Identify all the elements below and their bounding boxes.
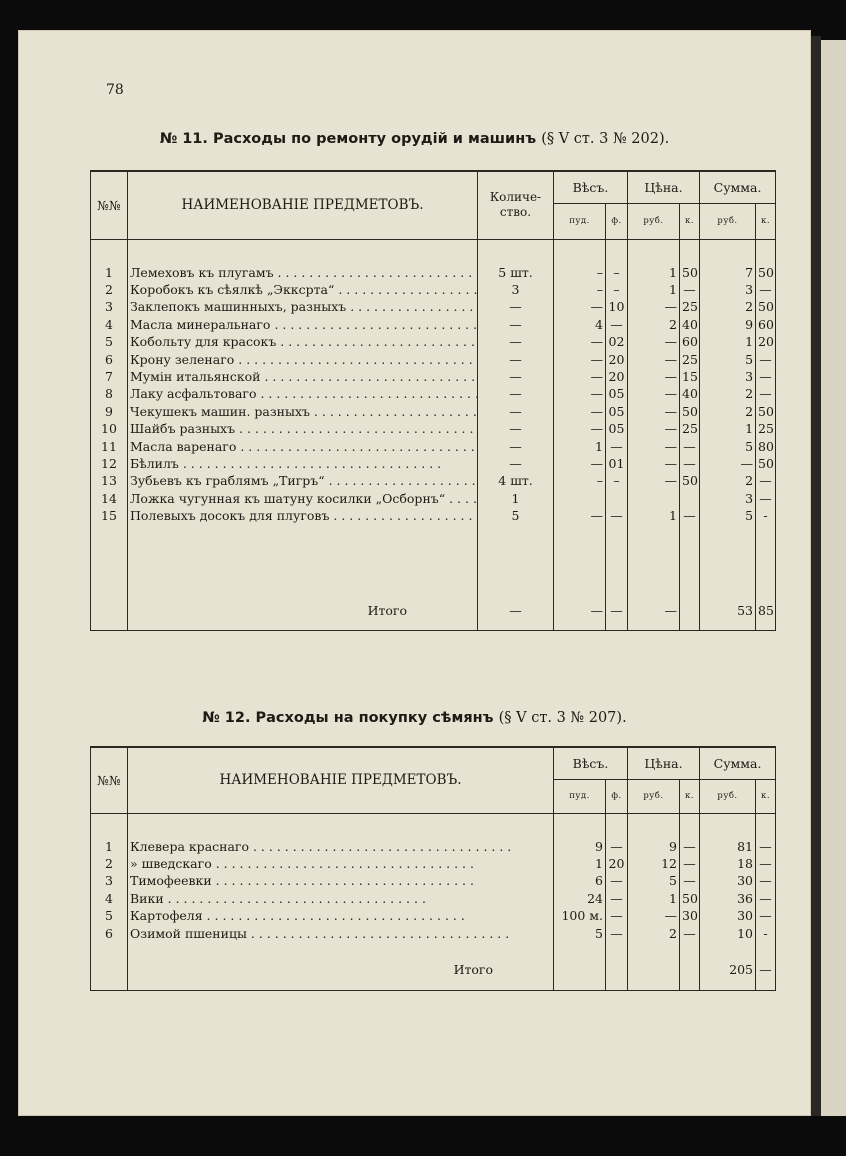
header-sum-k: к. <box>756 779 776 813</box>
weight-pud: — <box>554 455 606 472</box>
item-name: Тимофеевки . . . <box>128 872 554 889</box>
item-quantity: — <box>478 368 554 385</box>
price-k: 50 <box>680 264 700 281</box>
table-row <box>91 924 776 941</box>
sum-rub: 30 <box>700 872 756 889</box>
row-number: 14 <box>91 490 128 507</box>
adjacent-page-edge <box>821 40 846 1116</box>
price-k: — <box>680 838 700 855</box>
table-row <box>91 350 776 367</box>
price-k: — <box>680 924 700 941</box>
item-name: Шайбъ разныхъ . . . <box>128 420 478 437</box>
header-pud: пуд. <box>554 203 606 239</box>
row-number: 1 <box>91 838 128 855</box>
header-sum-rub: руб. <box>700 779 756 813</box>
price-k: 40 <box>680 385 700 402</box>
sum-rub: 81 <box>700 838 756 855</box>
item-quantity: — <box>478 403 554 420</box>
table-row <box>91 437 776 454</box>
price-rub: — <box>628 437 680 454</box>
price-rub: — <box>628 385 680 402</box>
weight-pud: – <box>554 472 606 489</box>
item-name: Картофеля . . . <box>128 907 554 924</box>
price-k: — <box>680 872 700 889</box>
sum-k: 50 <box>756 403 776 420</box>
sum-rub: 18 <box>700 855 756 872</box>
item-name: Вики . . . <box>128 890 554 907</box>
item-quantity: — <box>478 298 554 315</box>
sum-k: — <box>756 368 776 385</box>
sum-rub: 30 <box>700 907 756 924</box>
row-number: 3 <box>91 872 128 889</box>
header-name: НАИМЕНОВАНІЕ ПРЕДМЕТОВЪ. <box>128 747 554 813</box>
row-number: 6 <box>91 924 128 941</box>
sum-rub: 1 <box>700 420 756 437</box>
table-row <box>91 385 776 402</box>
sum-k: - <box>756 507 776 524</box>
price-rub <box>628 490 680 507</box>
table-row <box>91 333 776 350</box>
sum-rub: 10 <box>700 924 756 941</box>
item-name: Ложка чугунная къ шатуну косилки „Осборнъ“ . . . <box>128 490 478 507</box>
sum-k: 25 <box>756 420 776 437</box>
header-price: Цѣна. <box>628 747 700 779</box>
weight-pud: 9 <box>554 838 606 855</box>
table-row <box>91 298 776 315</box>
weight-f: — <box>606 507 628 524</box>
row-number: 5 <box>91 333 128 350</box>
row-number: 1 <box>91 264 128 281</box>
item-quantity: 3 <box>478 281 554 298</box>
price-k: — <box>680 507 700 524</box>
sum-rub: 5 <box>700 350 756 367</box>
price-rub: 9 <box>628 838 680 855</box>
sum-k: — <box>756 838 776 855</box>
sum-rub: 2 <box>700 385 756 402</box>
price-rub: — <box>628 420 680 437</box>
table-row <box>91 890 776 907</box>
table-row <box>91 507 776 524</box>
item-name: Кобольту для красокъ . . . <box>128 333 478 350</box>
total-sum-k: — <box>756 950 776 991</box>
weight-pud: — <box>554 333 606 350</box>
total-sum-k: 85 <box>756 590 776 631</box>
price-k: 15 <box>680 368 700 385</box>
price-rub: — <box>628 472 680 489</box>
price-k: 25 <box>680 350 700 367</box>
weight-f: — <box>606 437 628 454</box>
item-name: Мумін итальянской . . . <box>128 368 478 385</box>
sum-rub: 3 <box>700 490 756 507</box>
weight-pud: – <box>554 264 606 281</box>
weight-pud: – <box>554 281 606 298</box>
book-spine <box>811 36 821 1116</box>
header-num: №№ <box>91 747 128 813</box>
price-k: 50 <box>680 403 700 420</box>
sum-rub: 3 <box>700 281 756 298</box>
price-rub: — <box>628 298 680 315</box>
item-name: » шведскаго . . . <box>128 855 554 872</box>
weight-pud: 6 <box>554 872 606 889</box>
table-row <box>91 490 776 507</box>
table-row <box>91 872 776 889</box>
price-k: — <box>680 281 700 298</box>
sum-k: — <box>756 490 776 507</box>
sum-k: — <box>756 281 776 298</box>
sum-k: — <box>756 385 776 402</box>
item-name: Зубьевъ къ граблямъ „Тигръ“ . . . <box>128 472 478 489</box>
weight-pud: — <box>554 298 606 315</box>
section-11-title <box>18 131 811 147</box>
header-weight: Вѣсъ. <box>554 171 628 203</box>
table-row <box>91 907 776 924</box>
sum-k: — <box>756 907 776 924</box>
header-num: №№ <box>91 171 128 239</box>
total-f: — <box>606 590 628 631</box>
item-name: Лаку асфальтоваго . . . <box>128 385 478 402</box>
row-number: 12 <box>91 455 128 472</box>
item-name: Озимой пшеницы . . . <box>128 924 554 941</box>
sum-k: — <box>756 855 776 872</box>
price-rub: 1 <box>628 507 680 524</box>
sum-k: 50 <box>756 264 776 281</box>
price-rub: — <box>628 333 680 350</box>
row-number: 9 <box>91 403 128 420</box>
sum-rub: 2 <box>700 403 756 420</box>
table-row <box>91 455 776 472</box>
weight-f: 02 <box>606 333 628 350</box>
price-rub: 1 <box>628 890 680 907</box>
row-number: 6 <box>91 350 128 367</box>
header-rub: руб. <box>628 203 680 239</box>
price-k: 50 <box>680 472 700 489</box>
sum-k: 80 <box>756 437 776 454</box>
header-price: Цѣна. <box>628 171 700 203</box>
book-page <box>18 30 811 1116</box>
total-label: Итого <box>128 590 478 631</box>
sum-k: 20 <box>756 333 776 350</box>
item-quantity: — <box>478 455 554 472</box>
header-rub: руб. <box>628 779 680 813</box>
price-k: 60 <box>680 333 700 350</box>
row-number: 10 <box>91 420 128 437</box>
price-rub: 2 <box>628 924 680 941</box>
price-k: 50 <box>680 890 700 907</box>
weight-pud: — <box>554 368 606 385</box>
price-k: 25 <box>680 298 700 315</box>
weight-pud <box>554 490 606 507</box>
item-name: Масла минеральнаго . . . <box>128 316 478 333</box>
weight-f: – <box>606 264 628 281</box>
item-name: Крону зеленаго . . . <box>128 350 478 367</box>
weight-f: – <box>606 281 628 298</box>
weight-pud: 1 <box>554 437 606 454</box>
row-number: 2 <box>91 855 128 872</box>
item-quantity: — <box>478 420 554 437</box>
sum-rub: 3 <box>700 368 756 385</box>
header-name: НАИМЕНОВАНІЕ ПРЕДМЕТОВЪ. <box>128 171 478 239</box>
section-12-title <box>18 710 811 726</box>
weight-f: 20 <box>606 855 628 872</box>
item-name: Бѣлилъ . . . <box>128 455 478 472</box>
header-sum-rub: руб. <box>700 203 756 239</box>
sum-k: — <box>756 890 776 907</box>
section-12-ref: (§ V ст. 3 № 207). <box>498 710 627 726</box>
sum-k: — <box>756 872 776 889</box>
table-row <box>91 264 776 281</box>
header-weight: Вѣсъ. <box>554 747 628 779</box>
weight-pud: — <box>554 420 606 437</box>
sum-k: 50 <box>756 455 776 472</box>
page-number: 78 <box>106 82 124 98</box>
sum-rub: 36 <box>700 890 756 907</box>
item-quantity: 1 <box>478 490 554 507</box>
row-number: 13 <box>91 472 128 489</box>
price-k: — <box>680 855 700 872</box>
price-k: 40 <box>680 316 700 333</box>
row-number: 3 <box>91 298 128 315</box>
item-quantity: — <box>478 437 554 454</box>
price-rub: 1 <box>628 281 680 298</box>
weight-f: 10 <box>606 298 628 315</box>
weight-f: 20 <box>606 368 628 385</box>
row-number: 7 <box>91 368 128 385</box>
table-seeds <box>90 746 776 991</box>
header-sum: Сумма. <box>700 171 776 203</box>
sum-k: 50 <box>756 298 776 315</box>
weight-f: 05 <box>606 420 628 437</box>
header-f: ф. <box>606 779 628 813</box>
row-number: 2 <box>91 281 128 298</box>
table-row <box>91 368 776 385</box>
sum-rub: 9 <box>700 316 756 333</box>
price-rub: — <box>628 907 680 924</box>
row-number: 5 <box>91 907 128 924</box>
item-name: Заклепокъ машинныхъ, разныхъ . . . <box>128 298 478 315</box>
item-quantity: — <box>478 350 554 367</box>
weight-f: 05 <box>606 403 628 420</box>
price-rub: — <box>628 368 680 385</box>
item-quantity: — <box>478 316 554 333</box>
row-number: 4 <box>91 890 128 907</box>
weight-pud: 100 м. <box>554 907 606 924</box>
total-row <box>91 590 776 631</box>
price-rub: — <box>628 403 680 420</box>
sum-k: 60 <box>756 316 776 333</box>
sum-k: — <box>756 350 776 367</box>
header-k: к. <box>680 203 700 239</box>
sum-rub: — <box>700 455 756 472</box>
weight-f: 01 <box>606 455 628 472</box>
table-row <box>91 281 776 298</box>
weight-pud: 1 <box>554 855 606 872</box>
weight-pud: 4 <box>554 316 606 333</box>
weight-pud: 5 <box>554 924 606 941</box>
total-label: Итого <box>128 950 554 991</box>
header-pud: пуд. <box>554 779 606 813</box>
item-quantity: — <box>478 333 554 350</box>
price-k: — <box>680 455 700 472</box>
header-sum-k: к. <box>756 203 776 239</box>
weight-pud: — <box>554 350 606 367</box>
weight-f: — <box>606 924 628 941</box>
total-sum-rub: 205 <box>700 950 756 991</box>
price-rub: 2 <box>628 316 680 333</box>
weight-f: – <box>606 472 628 489</box>
price-rub: 5 <box>628 872 680 889</box>
price-k <box>680 490 700 507</box>
total-pud: — <box>554 590 606 631</box>
sum-rub: 2 <box>700 298 756 315</box>
item-quantity: 4 шт. <box>478 472 554 489</box>
section-11-ref: (§ V ст. 3 № 202). <box>541 131 670 147</box>
weight-pud: — <box>554 507 606 524</box>
sum-rub: 2 <box>700 472 756 489</box>
price-k: 30 <box>680 907 700 924</box>
row-number: 11 <box>91 437 128 454</box>
sum-rub: 7 <box>700 264 756 281</box>
price-rub: 1 <box>628 264 680 281</box>
sum-rub: 5 <box>700 507 756 524</box>
weight-pud: 24 <box>554 890 606 907</box>
table-row <box>91 838 776 855</box>
weight-pud: — <box>554 385 606 402</box>
weight-f: — <box>606 838 628 855</box>
header-qty: Количе-ство. <box>478 171 554 239</box>
section-11-title-text: № 11. Расходы по ремонту орудій и машинъ <box>159 131 537 147</box>
price-rub: — <box>628 350 680 367</box>
item-name: Чекушекъ машин. разныхъ . . . <box>128 403 478 420</box>
header-f: ф. <box>606 203 628 239</box>
weight-f: — <box>606 890 628 907</box>
table-row <box>91 403 776 420</box>
total-qty: — <box>478 590 554 631</box>
item-name: Коробокъ къ сѣялкѣ „Экксрта“ . . . <box>128 281 478 298</box>
weight-f: 20 <box>606 350 628 367</box>
weight-f: 05 <box>606 385 628 402</box>
total-sum-rub: 53 <box>700 590 756 631</box>
total-row <box>91 950 776 991</box>
weight-f <box>606 490 628 507</box>
row-number: 8 <box>91 385 128 402</box>
header-k: к. <box>680 779 700 813</box>
table-row <box>91 855 776 872</box>
weight-f: — <box>606 316 628 333</box>
table-row <box>91 420 776 437</box>
table-row <box>91 316 776 333</box>
sum-rub: 5 <box>700 437 756 454</box>
item-quantity: — <box>478 385 554 402</box>
price-k: — <box>680 437 700 454</box>
row-number: 4 <box>91 316 128 333</box>
section-12-title-text: № 12. Расходы на покупку сѣмянъ <box>202 710 494 726</box>
item-name: Лемеховъ къ плугамъ . . . <box>128 264 478 281</box>
header-sum: Сумма. <box>700 747 776 779</box>
sum-k: - <box>756 924 776 941</box>
table-repairs <box>90 170 776 631</box>
sum-rub: 1 <box>700 333 756 350</box>
item-name: Клевера краснаго . . . <box>128 838 554 855</box>
item-name: Масла варенаго . . . <box>128 437 478 454</box>
item-quantity: 5 <box>478 507 554 524</box>
item-quantity: 5 шт. <box>478 264 554 281</box>
weight-f: — <box>606 872 628 889</box>
price-rub: — <box>628 455 680 472</box>
table-row <box>91 472 776 489</box>
sum-k: — <box>756 472 776 489</box>
weight-pud: — <box>554 403 606 420</box>
total-price-rub: — <box>628 590 680 631</box>
row-number: 15 <box>91 507 128 524</box>
price-k: 25 <box>680 420 700 437</box>
weight-f: — <box>606 907 628 924</box>
price-rub: 12 <box>628 855 680 872</box>
item-name: Полевыхъ досокъ для плуговъ . . . <box>128 507 478 524</box>
